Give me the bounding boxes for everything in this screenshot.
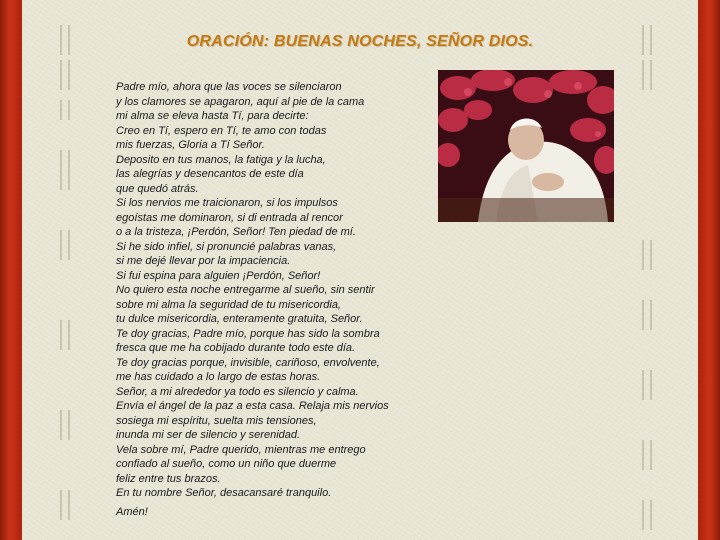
prayer-line: Envía el ángel de la paz a esta casa. Relaja mis nervios — [116, 400, 389, 412]
prayer-line: que quedó atrás. — [116, 182, 199, 195]
prayer-line: Padre mío, ahora que las voces se silenciaron — [116, 81, 342, 93]
prayer-line: me has cuidado a lo largo de estas horas. — [116, 371, 321, 383]
left-decorative-bars — [58, 0, 80, 540]
prayer-line: Deposito en tus manos, la fatiga y la lucha, — [116, 153, 326, 166]
prayer-line: inunda mi ser de silencio y serenidad. — [116, 429, 301, 441]
prayer-line: Te doy gracias porque, invisible, cariñoso, envolvente, — [116, 356, 380, 369]
praying-figure-photo — [438, 70, 614, 222]
prayer-line: sobre mi alma la seguridad de tu misericordia, — [116, 298, 341, 311]
prayer-line: sosiega mi espíritu, suelta mis tensiones, — [116, 414, 317, 427]
prayer-line: fresca que me ha cobijado durante todo este día. — [116, 342, 356, 354]
photo-illustration — [438, 70, 614, 222]
prayer-text — [116, 80, 446, 501]
prayer-line: si me dejé llevar por la impaciencia. — [116, 255, 291, 267]
prayer-line: las alegrías y desencantos de este día — [116, 168, 304, 180]
prayer-line: En tu nombre Señor, desacansaré tranquilo. — [116, 487, 332, 499]
page-title: ORACIÓN: BUENAS NOCHES, SEÑOR DIOS. — [186, 33, 534, 50]
prayer-line: Vela sobre mí, Padre querido, mientras me entrego — [116, 443, 366, 456]
prayer-line: Si he sido infiel, si pronuncié palabras vanas, — [116, 240, 337, 253]
prayer-line: tu dulce misericordia, enteramente gratuita, Señor. — [116, 313, 363, 325]
prayer-line: feliz entre tus brazos. — [116, 472, 221, 485]
prayer-line: Señor, a mi alrededor ya todo es silencio y calma. — [116, 385, 359, 398]
prayer-line: mi alma se eleva hasta Tí, para decirte: — [116, 110, 309, 122]
prayer-line: Si fui espina para alguien ¡Perdón, Señor! — [116, 269, 321, 282]
prayer-line: egoístas me dominaron, si di entrada al rencor — [116, 211, 343, 224]
prayer-line: y los clamores se apagaron, aquí al pie de la cama — [116, 95, 365, 108]
prayer-line: Te doy gracias, Padre mío, porque has sido la sombra — [116, 327, 380, 340]
prayer-line: Creo en Tí, espero en Tí, te amo con todas — [116, 124, 327, 137]
prayer-line: confiado al sueño, como un niño que duerme — [116, 458, 337, 470]
prayer-line: o a la tristeza, ¡Perdón, Señor! Ten piedad de mí. — [116, 226, 356, 238]
prayer-line: No quiero esta noche entregarme al sueño, sin sentir — [116, 284, 375, 296]
prayer-line: mis fuerzas, Gloria a Tí Señor. — [116, 139, 265, 151]
right-decorative-bars — [640, 0, 662, 540]
prayer-line: Si los nervios me traicionaron, si los impulsos — [116, 197, 338, 209]
closing-text: Amén! — [116, 506, 148, 518]
